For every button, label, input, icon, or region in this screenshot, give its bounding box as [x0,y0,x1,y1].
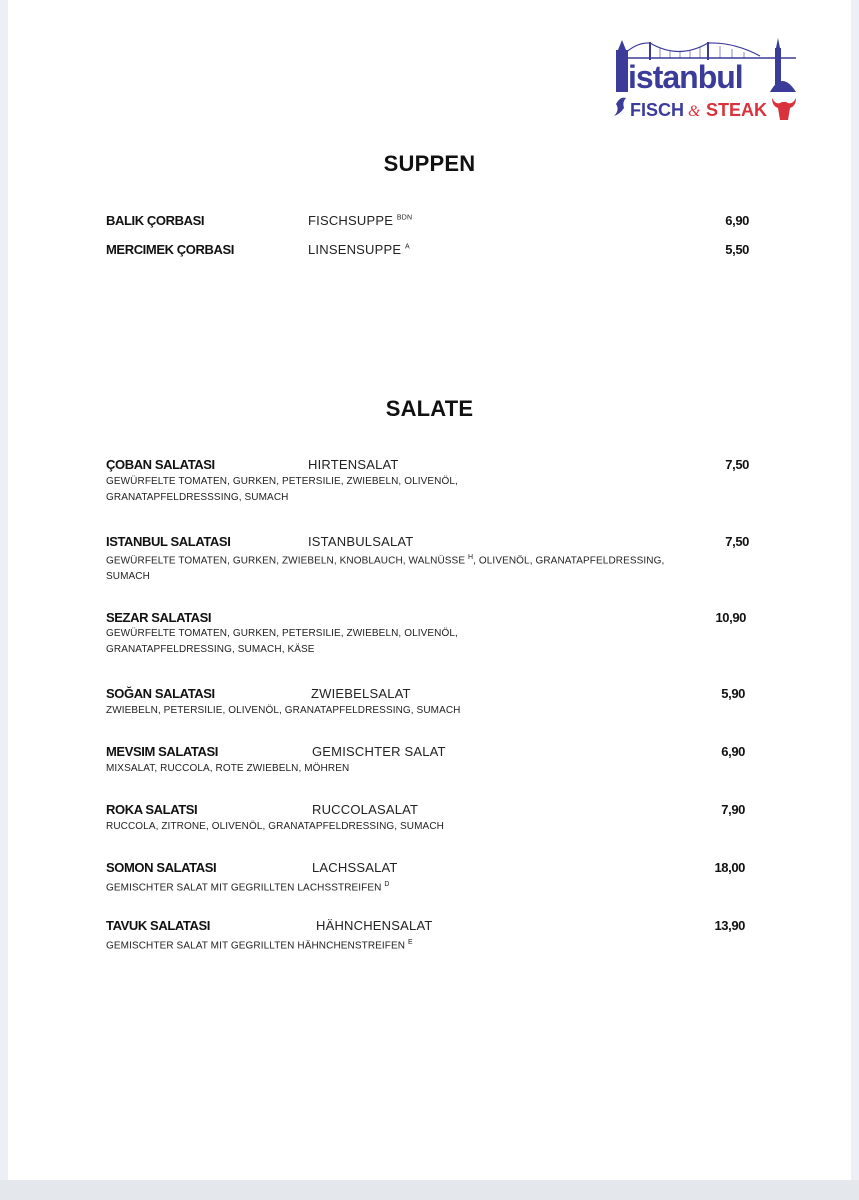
item-name-de: ISTANBULSALAT [308,534,414,549]
item-description: GEWÜRFELTE TOMATEN, GURKEN, PETERSILIE, ZWIEBELN, OLIVENÖL, GRANATAPFELDRESSING, SUMACH, KÄSE [106,628,458,655]
item-name-tr: BALIK ÇORBASI [106,213,205,228]
item-price: 5,50 [725,242,749,257]
item-price: 7,50 [725,534,749,549]
item-description: RUCCOLA, ZITRONE, OLIVENÖL, GRANATAPFELDRESSING, SUMACH [106,821,444,832]
item-description: GEWÜRFELTE TOMATEN, GURKEN, ZWIEBELN, KNOBLAUCH, WALNÜSSE $^H$, OLIVENÖL, GRANATAPFELDRESSING, SUMACH [106,554,665,583]
item-price: 7,50 [725,457,749,472]
menu-page [8,0,851,1180]
item-description: GEMISCHTER SALAT MIT GEGRILLTEN HÄHNCHENSTREIFEN $^E$ [106,939,413,952]
logo-steak: STEAK [706,100,768,120]
item-name-de: ZWIEBELSALAT [311,686,411,701]
item-description: GEWÜRFELTE TOMATEN, GURKEN, PETERSILIE, ZWIEBELN, OLIVENÖL, GRANATAPFELDRESSSING, SUMACH [106,476,458,503]
item-name-tr: MEVSIM SALATASI [106,744,218,759]
item-name-tr: ROKA SALATSI [106,802,198,817]
item-name-tr: SEZAR SALATASI [106,610,212,625]
mosque-icon [770,38,796,92]
logo-ampersand: & [688,103,701,120]
item-price: 18,00 [714,860,745,875]
item-price: 7,90 [721,802,745,817]
item-name-de: GEMISCHTER SALAT [312,744,446,759]
item-name-tr: SOĞAN SALATASI [106,686,215,701]
item-price: 6,90 [725,213,749,228]
logo-fisch: FISCH [630,100,684,120]
item-name-tr: TAVUK SALATASI [106,918,210,933]
restaurant-logo [610,36,806,122]
item-name-de: LACHSSALAT [312,860,398,875]
item-name-tr: ÇOBAN SALATASI [106,457,215,472]
item-price: 6,90 [721,744,745,759]
section-title-salate: SALATE [385,396,474,421]
item-name-de: HÄHNCHENSALAT [316,918,433,933]
bull-head-icon [772,98,796,120]
item-name-de: HIRTENSALAT [308,457,399,472]
item-description: MIXSALAT, RUCCOLA, ROTE ZWIEBELN, MÖHREN [106,763,350,774]
logo-wordmark: istanbul [628,59,743,95]
item-description: GEMISCHTER SALAT MIT GEGRILLTEN LACHSSTREIFEN $^D$ [106,881,390,894]
viewer-bottom-bar [0,1180,859,1200]
tower-icon [616,40,628,92]
item-name-tr: SOMON SALATASI [106,860,217,875]
bridge-icon [620,42,796,60]
item-name-de: FISCHSUPPE $^{BDN}$ [308,213,413,228]
item-name-tr: ISTANBUL SALATASI [106,534,231,549]
section-title-suppen: SUPPEN [383,151,476,176]
item-price: 5,90 [721,686,745,701]
fish-icon [614,98,626,116]
item-name-de: LINSENSUPPE $^A$ [308,242,410,257]
item-name-tr: MERCIMEK ÇORBASI [106,242,234,257]
item-name-de: RUCCOLASALAT [312,802,419,817]
item-description: ZWIEBELN, PETERSILIE, OLIVENÖL, GRANATAPFELDRESSING, SUMACH [106,705,461,716]
item-price: 10,90 [715,610,746,625]
item-price: 13,90 [714,918,745,933]
